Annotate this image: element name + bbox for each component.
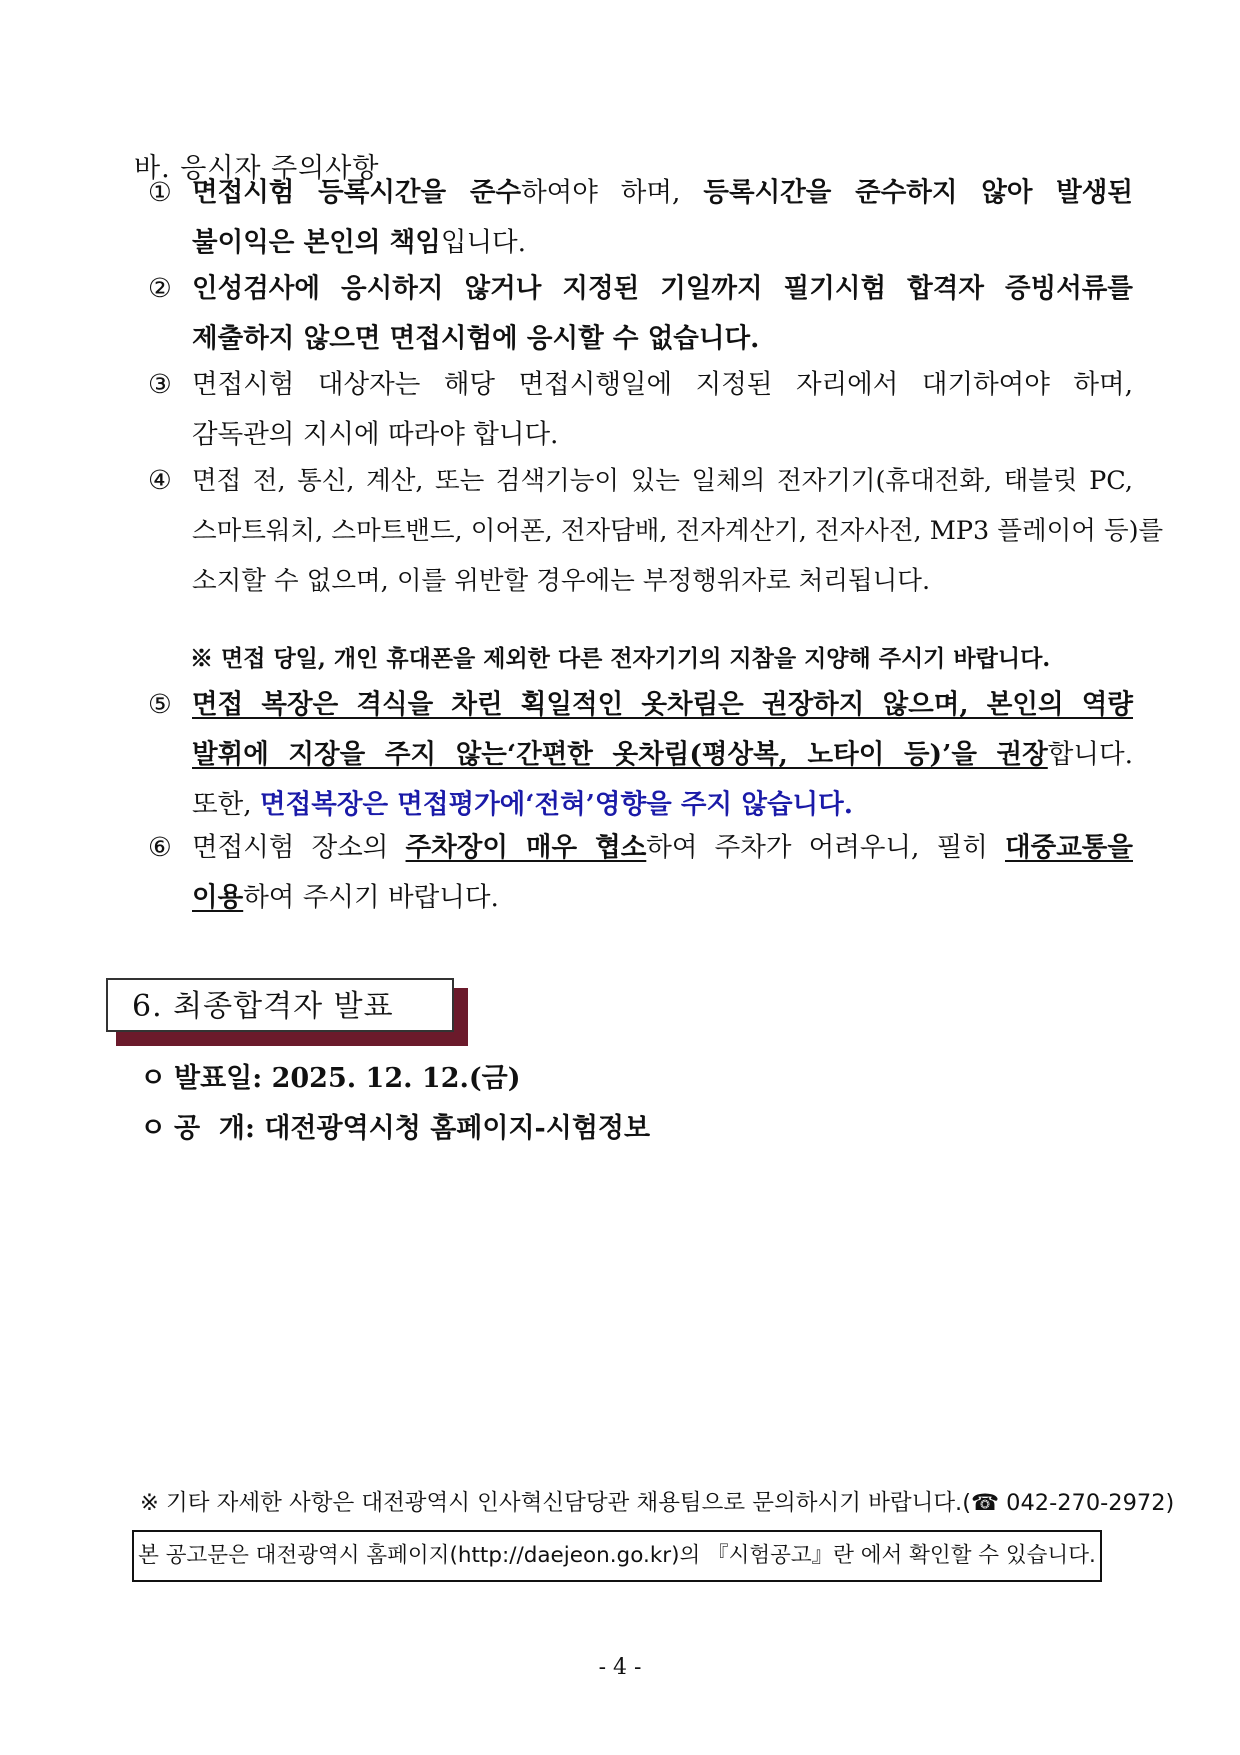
- electronics-note: ※ 면접 당일, 개인 휴대폰을 제외한 다른 전자기기의 지참을 지양해 주시기 바랍니다.: [190, 645, 1051, 672]
- item-text: 하여 주차가 어려우니, 필히: [646, 832, 1005, 863]
- item-text: 감독관의 지시에 따라야 합니다.: [192, 419, 559, 450]
- bullet-text: 발표일: 2025. 12. 12.(금): [174, 1063, 521, 1094]
- emphasis-text: 불이익은 본인의 책임: [192, 227, 441, 258]
- emphasis-text: 대중교통을: [1005, 832, 1133, 863]
- announce-place: [140, 1106, 650, 1145]
- notice-item-2: [148, 264, 1133, 364]
- item-number: ⑤: [148, 689, 172, 720]
- emphasis-text: 면접시험 등록시간을 준수: [192, 177, 522, 208]
- item-number: ⑥: [148, 832, 172, 863]
- emphasis-text: 이용: [192, 882, 244, 913]
- sub-heading: 바. 응시자 주의사항: [134, 153, 380, 184]
- item-text: 하여야 하며,: [521, 177, 704, 208]
- page-number: - 4 -: [598, 1655, 642, 1680]
- section-heading: [106, 978, 464, 1040]
- bullet-text: 공 개: 대전광역시청 홈페이지-시험정보: [174, 1113, 651, 1144]
- item-text: 면접 전, 통신, 계산, 또는 검색기능이 있는 일체의 전자기기(휴대전화, 태블릿 PC,: [192, 466, 1133, 496]
- contact-footnote: ※ 기타 자세한 사항은 대전광역시 인사혁신담당관 채용팀으로 문의하시기 바랍니다.(☎ 042-270-2972): [140, 1490, 1175, 1516]
- notice-item-1: [148, 168, 1133, 268]
- item-text: 면접시험 대상자는 해당 면접시행일에 지정된 자리에서 대기하여야 하며,: [192, 369, 1133, 400]
- item-text: 소지할 수 없으며, 이를 위반할 경우에는 부정행위자로 처리됩니다.: [192, 566, 931, 596]
- highlight-text: 면접복장은 면접평가에‘전혀’영향을 주지 않습니다.: [260, 789, 853, 820]
- notice-item-4: [148, 456, 1164, 606]
- bullet-icon: ㅇ: [140, 1113, 167, 1144]
- notice-item-6: [148, 823, 1133, 923]
- bullet-icon: ㅇ: [140, 1063, 167, 1094]
- emphasis-text: 주차장이 매우 협소: [405, 832, 647, 863]
- notice-item-5: [148, 680, 1133, 830]
- emphasis-text: 등록시간을 준수하지 않아 발생된: [703, 177, 1133, 208]
- emphasis-text: 면접 복장은 격식을 차린 획일적인 옷차림은 권장하지 않으며, 본인의 역량: [192, 689, 1133, 720]
- item-number: ①: [148, 177, 172, 208]
- item-number: ④: [148, 465, 172, 496]
- item-text: 또한,: [192, 789, 261, 820]
- notice-item-3: [148, 360, 1133, 460]
- section-title: 6. 최종합격자 발표: [106, 978, 454, 1032]
- item-text: 제출하지 않으면 면접시험에 응시할 수 없습니다.: [192, 323, 760, 354]
- item-text: 인성검사에 응시하지 않거나 지정된 기일까지 필기시험 합격자 증빙서류를: [192, 273, 1133, 304]
- item-text: 스마트워치, 스마트밴드, 이어폰, 전자담배, 전자계산기, 전자사전, MP3 플레이어 등)를: [192, 516, 1164, 546]
- item-text: 하여 주시기 바랍니다.: [243, 882, 499, 913]
- item-number: ③: [148, 369, 172, 400]
- announce-date: [140, 1056, 521, 1095]
- emphasis-text: 발휘에 지장을 주지 않는‘간편한 옷차림(평상복, 노타이 등)’을 권장: [192, 739, 1048, 770]
- item-text: 입니다.: [440, 227, 527, 258]
- item-text: 면접시험 장소의: [192, 832, 406, 863]
- website-notice: 본 공고문은 대전광역시 홈페이지(http://daejeon.go.kr)의 『시험공고』란 에서 확인할 수 있습니다.: [132, 1530, 1102, 1582]
- item-number: ②: [148, 273, 172, 304]
- item-text: 합니다.: [1047, 739, 1133, 770]
